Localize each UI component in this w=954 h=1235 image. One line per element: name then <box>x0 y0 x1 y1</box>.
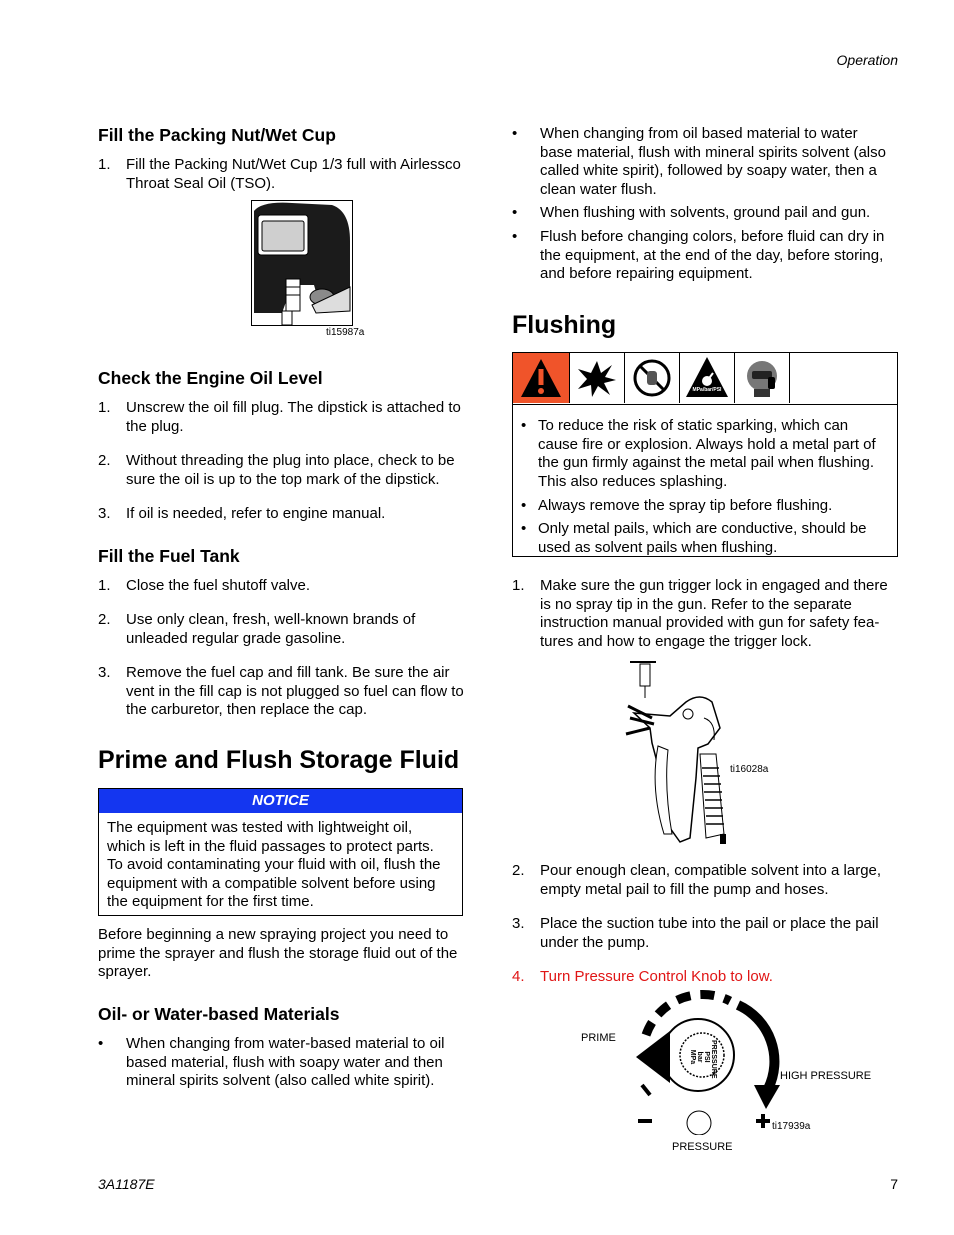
bullet-mark: • <box>512 204 518 221</box>
protective-equipment-icon <box>735 353 789 403</box>
knob-label-prime: PRIME <box>581 1032 616 1044</box>
bullet-mark: • <box>512 228 518 245</box>
notice-line: To avoid contaminating your fluid with oil, flush the <box>107 856 441 873</box>
warning-line: the gun firmly against the metal pail when flushing. <box>538 454 875 471</box>
step-text <box>540 915 879 952</box>
step-text <box>540 577 888 651</box>
bullet-line: called white spirit), followed by soapy water, then a <box>540 162 877 179</box>
step-line: Unscrew the oil fill plug. The dipstick is attached to <box>126 399 461 416</box>
notice-line: the equipment for the first time. <box>107 893 314 910</box>
knob-label-text <box>689 1040 717 1079</box>
step-line: vent in the fill cap is not plugged so fuel can flow to <box>126 682 464 700</box>
figure-caption: ti15987a <box>326 327 365 338</box>
step-line: Remove the fuel cap and fill tank. Be sure the air <box>126 664 450 681</box>
step-line: Pour enough clean, compatible solvent into a large, <box>540 862 882 879</box>
step-text <box>126 399 461 436</box>
figure-caption: ti16028a <box>730 764 769 775</box>
warning-line: To reduce the risk of static sparking, which can <box>538 417 849 434</box>
knob-label-high-pressure: HIGH PRESSURE <box>780 1070 872 1082</box>
step-line: Make sure the gun trigger lock in engaged and there <box>540 577 888 594</box>
step-number: 2. <box>98 611 111 628</box>
warning-icon-row <box>513 353 897 405</box>
step-number: 1. <box>98 156 111 173</box>
heading-flushing: Flushing <box>512 311 617 339</box>
bullet-line: Flush before changing colors, before fluid can dry in <box>540 228 885 245</box>
step-line: is no spray tip in the gun. Refer to the separate <box>540 595 852 613</box>
bullet-text: When flushing with solvents, ground pail and gun. <box>540 204 871 221</box>
warning-text: Always remove the spray tip before flushing. <box>538 497 833 514</box>
warning-line: This also reduces splashing. <box>538 472 728 490</box>
step-line: instruction manual provided with gun for safety fea- <box>540 614 880 631</box>
knob-text-line: MPa <box>689 1049 696 1065</box>
step-number: 4. <box>512 968 525 985</box>
step-text <box>126 452 455 489</box>
notice-label: NOTICE <box>99 789 462 813</box>
bullet-line: clean water flush. <box>540 180 657 198</box>
heading-fuel-tank: Fill the Fuel Tank <box>98 546 240 566</box>
knob-label-pressure: PRESSURE <box>672 1141 733 1153</box>
step-number: 3. <box>98 505 111 522</box>
step-text <box>126 611 415 648</box>
no-touch-icon <box>625 353 679 403</box>
header-section-label: Operation <box>836 52 898 68</box>
bullet-line: and before repairing equipment. <box>540 265 753 282</box>
bullet-text <box>540 125 886 199</box>
bullet-mark: • <box>512 125 518 142</box>
step-number: 3. <box>98 664 111 681</box>
explosion-icon-cell <box>570 353 625 403</box>
step-line: the carburetor, then replace the cap. <box>126 701 367 718</box>
step-line: empty metal pail to fill the pump and hoses. <box>540 880 829 898</box>
bullet-mark: • <box>521 497 527 514</box>
pressure-knob-diagram <box>620 985 790 1135</box>
heading-engine-oil: Check the Engine Oil Level <box>98 368 323 388</box>
bullet-mark: • <box>98 1035 104 1052</box>
step-line: Throat Seal Oil (TSO). <box>126 174 276 192</box>
step-line: sure the oil is up to the top mark of the dipstick. <box>126 470 440 488</box>
bullet-line: When changing from oil based material to water <box>540 125 858 142</box>
notice-text <box>99 813 462 912</box>
warning-line: Only metal pails, which are conductive, should be <box>538 520 867 537</box>
heading-materials: Oil- or Water-based Materials <box>98 1004 340 1024</box>
bullet-text <box>126 1035 445 1091</box>
step-line: Fill the Packing Nut/Wet Cup 1/3 full with Airlessco <box>126 156 461 173</box>
bullet-line: the equipment, at the end of the day, before storing, <box>540 246 884 264</box>
warning-line: used as solvent pails when flushing. <box>538 538 778 556</box>
warning-text <box>538 417 876 491</box>
pressure-icon-label: MPa/bar/PSI <box>692 387 722 393</box>
pressure-icon-cell <box>680 353 735 403</box>
notice-box <box>98 788 463 916</box>
step-number: 1. <box>98 399 111 416</box>
footer-page-number: 7 <box>890 1176 898 1192</box>
step-number: 3. <box>512 915 525 932</box>
pressure-gauge-icon <box>680 353 734 403</box>
packing-nut-illustration <box>251 200 353 326</box>
step-line: tures and how to engage the trigger lock. <box>540 632 812 650</box>
step-number: 1. <box>512 577 525 594</box>
step-text-highlight: Turn Pressure Control Knob to low. <box>540 968 773 985</box>
explosion-icon <box>570 353 624 403</box>
bullet-mark: • <box>521 520 527 537</box>
warning-text <box>538 520 867 557</box>
step-line: unleaded regular grade gasoline. <box>126 629 346 647</box>
notice-line: which is left in the fluid passages to protect parts. <box>107 837 434 855</box>
step-line: Use only clean, fresh, well-known brands of <box>126 611 416 628</box>
step-line: the plug. <box>126 417 184 435</box>
bullet-text <box>540 228 884 284</box>
bullet-line: base material, flush with mineral spirits solvent (also <box>540 143 886 161</box>
step-text: If oil is needed, refer to engine manual. <box>126 505 386 522</box>
step-number: 1. <box>98 577 111 594</box>
step-line: Without threading the plug into place, check to be <box>126 452 455 469</box>
step-line: Place the suction tube into the pail or place the pail <box>540 915 879 932</box>
footer-doc-id: 3A1187E <box>98 1176 155 1192</box>
notice-line: equipment with a compatible solvent before using <box>107 874 436 892</box>
step-text: Close the fuel shutoff valve. <box>126 577 310 594</box>
bullet-line: mineral spirits solvent (also called white spirit). <box>126 1072 435 1089</box>
step-number: 2. <box>512 862 525 879</box>
knob-text-line: PSI <box>703 1051 710 1063</box>
knob-text-line: PRESSURE <box>710 1040 717 1079</box>
step-line: under the pump. <box>540 933 650 951</box>
step-text <box>126 156 461 193</box>
bullet-mark: • <box>521 417 527 434</box>
prime-intro-paragraph <box>98 926 457 982</box>
no-hand-icon-cell <box>625 353 680 403</box>
paragraph-line: prime the sprayer and flush the storage fluid out of the <box>98 944 458 962</box>
bullet-line: When changing from water-based material to oil <box>126 1035 445 1052</box>
notice-line: The equipment was tested with lightweight oil, <box>107 819 413 836</box>
warning-line: cause fire or explosion. Always hold a metal part of <box>538 435 876 453</box>
heading-prime-flush: Prime and Flush Storage Fluid <box>98 746 460 774</box>
step-text <box>540 862 881 899</box>
warning-box <box>512 352 898 557</box>
heading-fill-packing: Fill the Packing Nut/Wet Cup <box>98 125 336 145</box>
bullet-line: based material, flush with soapy water and then <box>126 1053 443 1071</box>
warning-triangle-icon <box>513 353 569 403</box>
step-text <box>126 664 464 720</box>
knob-text-line: bar <box>696 1051 703 1063</box>
step-number: 2. <box>98 452 111 469</box>
figure-caption: ti17939a <box>772 1121 811 1132</box>
protective-gear-icon-cell <box>735 353 790 403</box>
spray-gun-illustration <box>620 658 740 848</box>
paragraph-line: sprayer. <box>98 963 152 980</box>
paragraph-line: Before beginning a new spraying project you need to <box>98 926 449 943</box>
warning-triangle-cell <box>513 353 570 403</box>
